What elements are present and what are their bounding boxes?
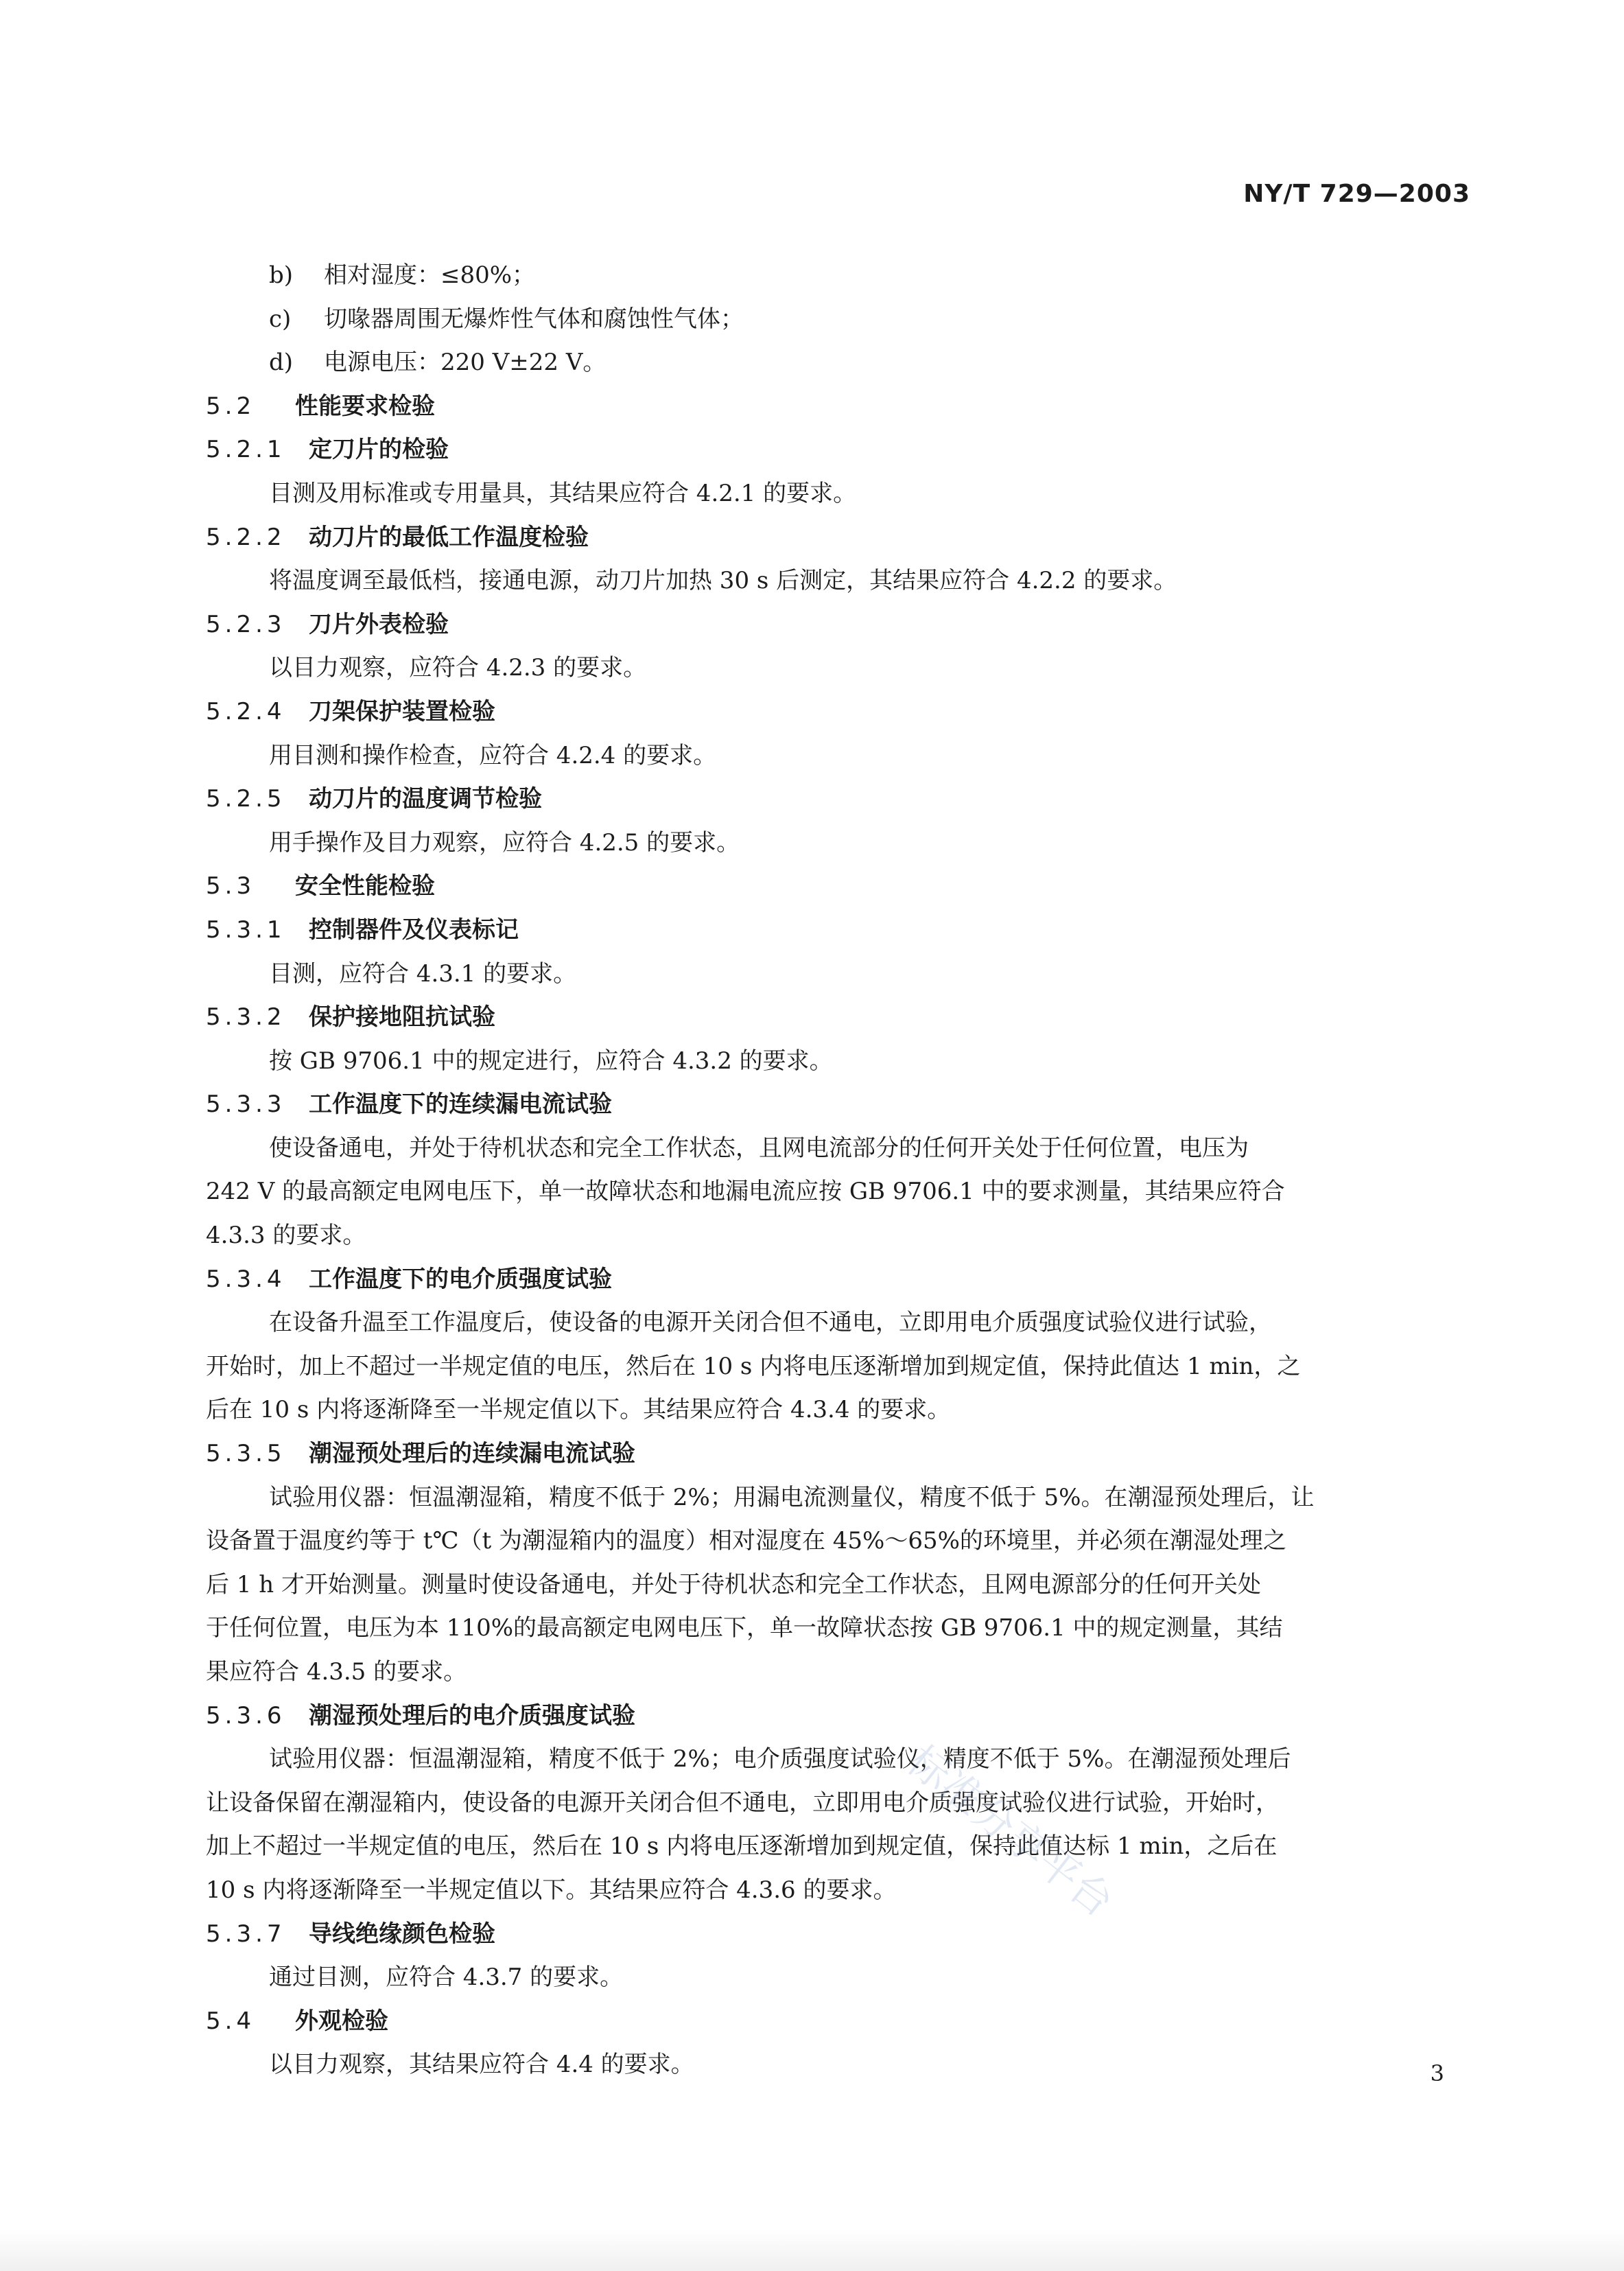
- subsection-heading: [206, 909, 1468, 953]
- paragraph-line: 242 V 的最高额定电网电压下，单一故障状态和地漏电流应按 GB 9706.1 中的要求测量，其结果应符合: [206, 1178, 1285, 1206]
- subsection-heading: [206, 516, 1468, 560]
- paragraph-line: 后在 10 s 内将逐渐降至一半规定值以下。其结果应符合 4.3.4 的要求。: [206, 1396, 951, 1424]
- paragraph: [206, 1738, 1468, 1912]
- section-number: 5.4: [206, 2007, 256, 2035]
- paragraph-line: 用目测和操作检查，应符合 4.2.4 的要求。: [269, 741, 717, 769]
- section-heading: [206, 2000, 1468, 2044]
- paragraph-line: 将温度调至最低档，接通电源，动刀片加热 30 s 后测定，其结果应符合 4.2.2 的要求。: [269, 567, 1177, 595]
- paragraph-line: 目测及用标准或专用量具，其结果应符合 4.2.1 的要求。: [269, 479, 857, 507]
- section-number: 5.3.1: [206, 916, 286, 944]
- section-title: 导线绝缘颜色检验: [309, 1920, 495, 1948]
- subsection-heading: [206, 603, 1468, 647]
- paragraph-line: 按 GB 9706.1 中的规定进行，应符合 4.3.2 的要求。: [269, 1047, 833, 1075]
- scan-edge-shading: [0, 2230, 1624, 2271]
- paragraph-line: 试验用仪器：恒温潮湿箱，精度不低于 2%；用漏电流测量仪，精度不低于 5%。在潮湿预处理后，让: [269, 1483, 1315, 1511]
- list-marker: d): [269, 349, 294, 377]
- paragraph: [206, 734, 1468, 778]
- subsection-heading: [206, 1913, 1468, 1957]
- paragraph: [206, 1040, 1468, 1084]
- section-number: 5.2.5: [206, 785, 286, 813]
- section-number: 5.2: [206, 392, 256, 420]
- paragraph: [206, 822, 1468, 865]
- subsection-heading: [206, 1694, 1468, 1738]
- section-title: 刀架保护装置检验: [309, 697, 495, 725]
- list-marker: b): [269, 261, 294, 289]
- list-marker: c): [269, 305, 292, 333]
- subsection-heading: [206, 1258, 1468, 1302]
- section-title: 保护接地阻抗试验: [309, 1003, 495, 1032]
- paragraph-line: 10 s 内将逐渐降至一半规定值以下。其结果应符合 4.3.6 的要求。: [206, 1876, 897, 1904]
- section-number: 5.3.6: [206, 1701, 286, 1730]
- section-number: 5.3: [206, 872, 256, 900]
- list-item: [206, 341, 1468, 385]
- list-item-text: 电源电压：220 V±22 V。: [324, 349, 607, 377]
- section-title: 安全性能检验: [295, 872, 435, 900]
- subsection-heading: [206, 996, 1468, 1040]
- section-title: 动刀片的最低工作温度检验: [309, 523, 589, 551]
- paragraph-line: 开始时，加上不超过一半规定值的电压，然后在 10 s 内将电压逐渐增加到规定值，保持此值达 1 min，之: [206, 1352, 1301, 1380]
- section-title: 工作温度下的连续漏电流试验: [309, 1091, 612, 1119]
- paragraph-line: 于任何位置，电压为本 110%的最高额定电网电压下，单一故障状态按 GB 9706.1 中的规定测量，其结: [206, 1614, 1283, 1642]
- section-number: 5.3.7: [206, 1920, 286, 1948]
- paragraph-line: 使设备通电，并处于待机状态和完全工作状态，且网电流部分的任何开关处于任何位置，电压为: [269, 1134, 1249, 1162]
- paragraph-line: 用手操作及目力观察，应符合 4.2.5 的要求。: [269, 828, 740, 857]
- subsection-heading: [206, 428, 1468, 472]
- paragraph-line: 4.3.3 的要求。: [206, 1222, 366, 1250]
- section-title: 控制器件及仪表标记: [309, 916, 519, 944]
- paragraph-line: 让设备保留在潮湿箱内，使设备的电源开关闭合但不通电，立即用电介质强度试验仪进行试验，开始时，: [206, 1789, 1279, 1817]
- page-number: 3: [1430, 2060, 1444, 2086]
- section-title: 动刀片的温度调节检验: [309, 785, 542, 813]
- paragraph: [206, 1127, 1468, 1258]
- paragraph: [206, 1301, 1468, 1432]
- paragraph-line: 试验用仪器：恒温潮湿箱，精度不低于 2%；电介质强度试验仪，精度不低于 5%。在潮湿预处理后: [269, 1745, 1291, 1773]
- section-number: 5.2.1: [206, 436, 286, 464]
- paragraph-line: 以目力观察，应符合 4.2.3 的要求。: [269, 654, 647, 682]
- paragraph-line: 设备置于温度约等于 t℃（t 为潮湿箱内的温度）相对湿度在 45%～65%的环境里，并必须在潮湿处理之: [206, 1527, 1286, 1555]
- paragraph-line: 通过目测，应符合 4.3.7 的要求。: [269, 1964, 624, 1992]
- document-body: [206, 254, 1468, 2087]
- section-title: 定刀片的检验: [309, 436, 449, 464]
- section-title: 刀片外表检验: [309, 610, 449, 638]
- paragraph: [206, 2043, 1468, 2087]
- section-title: 潮湿预处理后的电介质强度试验: [309, 1701, 635, 1730]
- paragraph: [206, 1476, 1468, 1694]
- paragraph-line: 在设备升温至工作温度后，使设备的电源开关闭合但不通电，立即用电介质强度试验仪进行试验，: [269, 1309, 1272, 1337]
- section-number: 5.2.3: [206, 610, 286, 638]
- paragraph-line: 加上不超过一半规定值的电压，然后在 10 s 内将电压逐渐增加到规定值，保持此值达标 1 min，之后在: [206, 1832, 1278, 1861]
- subsection-heading: [206, 1083, 1468, 1127]
- paragraph: [206, 1956, 1468, 2000]
- watermark: 标准分享平台: [897, 1736, 1122, 1927]
- section-number: 5.2.4: [206, 697, 286, 725]
- standard-code: NY/T 729—2003: [1243, 180, 1470, 208]
- section-title: 工作温度下的电介质强度试验: [309, 1265, 612, 1293]
- section-heading: [206, 385, 1468, 429]
- section-number: 5.3.3: [206, 1091, 286, 1119]
- section-number: 5.3.5: [206, 1440, 286, 1468]
- subsection-heading: [206, 690, 1468, 734]
- section-number: 5.2.2: [206, 523, 286, 551]
- paragraph: [206, 647, 1468, 690]
- list-item: [206, 298, 1468, 342]
- subsection-heading: [206, 778, 1468, 822]
- paragraph-line: 目测，应符合 4.3.1 的要求。: [269, 959, 577, 988]
- paragraph: [206, 472, 1468, 516]
- section-number: 5.3.2: [206, 1003, 286, 1032]
- paragraph: [206, 559, 1468, 603]
- list-item: [206, 254, 1468, 298]
- paragraph-line: 后 1 h 才开始测量。测量时使设备通电，并处于待机状态和完全工作状态，且网电源部分的任何开关处: [206, 1570, 1261, 1598]
- section-title: 性能要求检验: [295, 392, 435, 420]
- list-item-text: 相对湿度：≤80%；: [324, 261, 536, 289]
- section-heading: [206, 865, 1468, 909]
- paragraph-line: 以目力观察，其结果应符合 4.4 的要求。: [269, 2051, 694, 2079]
- section-number: 5.3.4: [206, 1265, 286, 1293]
- subsection-heading: [206, 1432, 1468, 1476]
- section-title: 外观检验: [295, 2007, 388, 2035]
- paragraph-line: 果应符合 4.3.5 的要求。: [206, 1658, 467, 1686]
- paragraph: [206, 953, 1468, 997]
- section-title: 潮湿预处理后的连续漏电流试验: [309, 1440, 635, 1468]
- list-item-text: 切喙器周围无爆炸性气体和腐蚀性气体；: [324, 305, 744, 333]
